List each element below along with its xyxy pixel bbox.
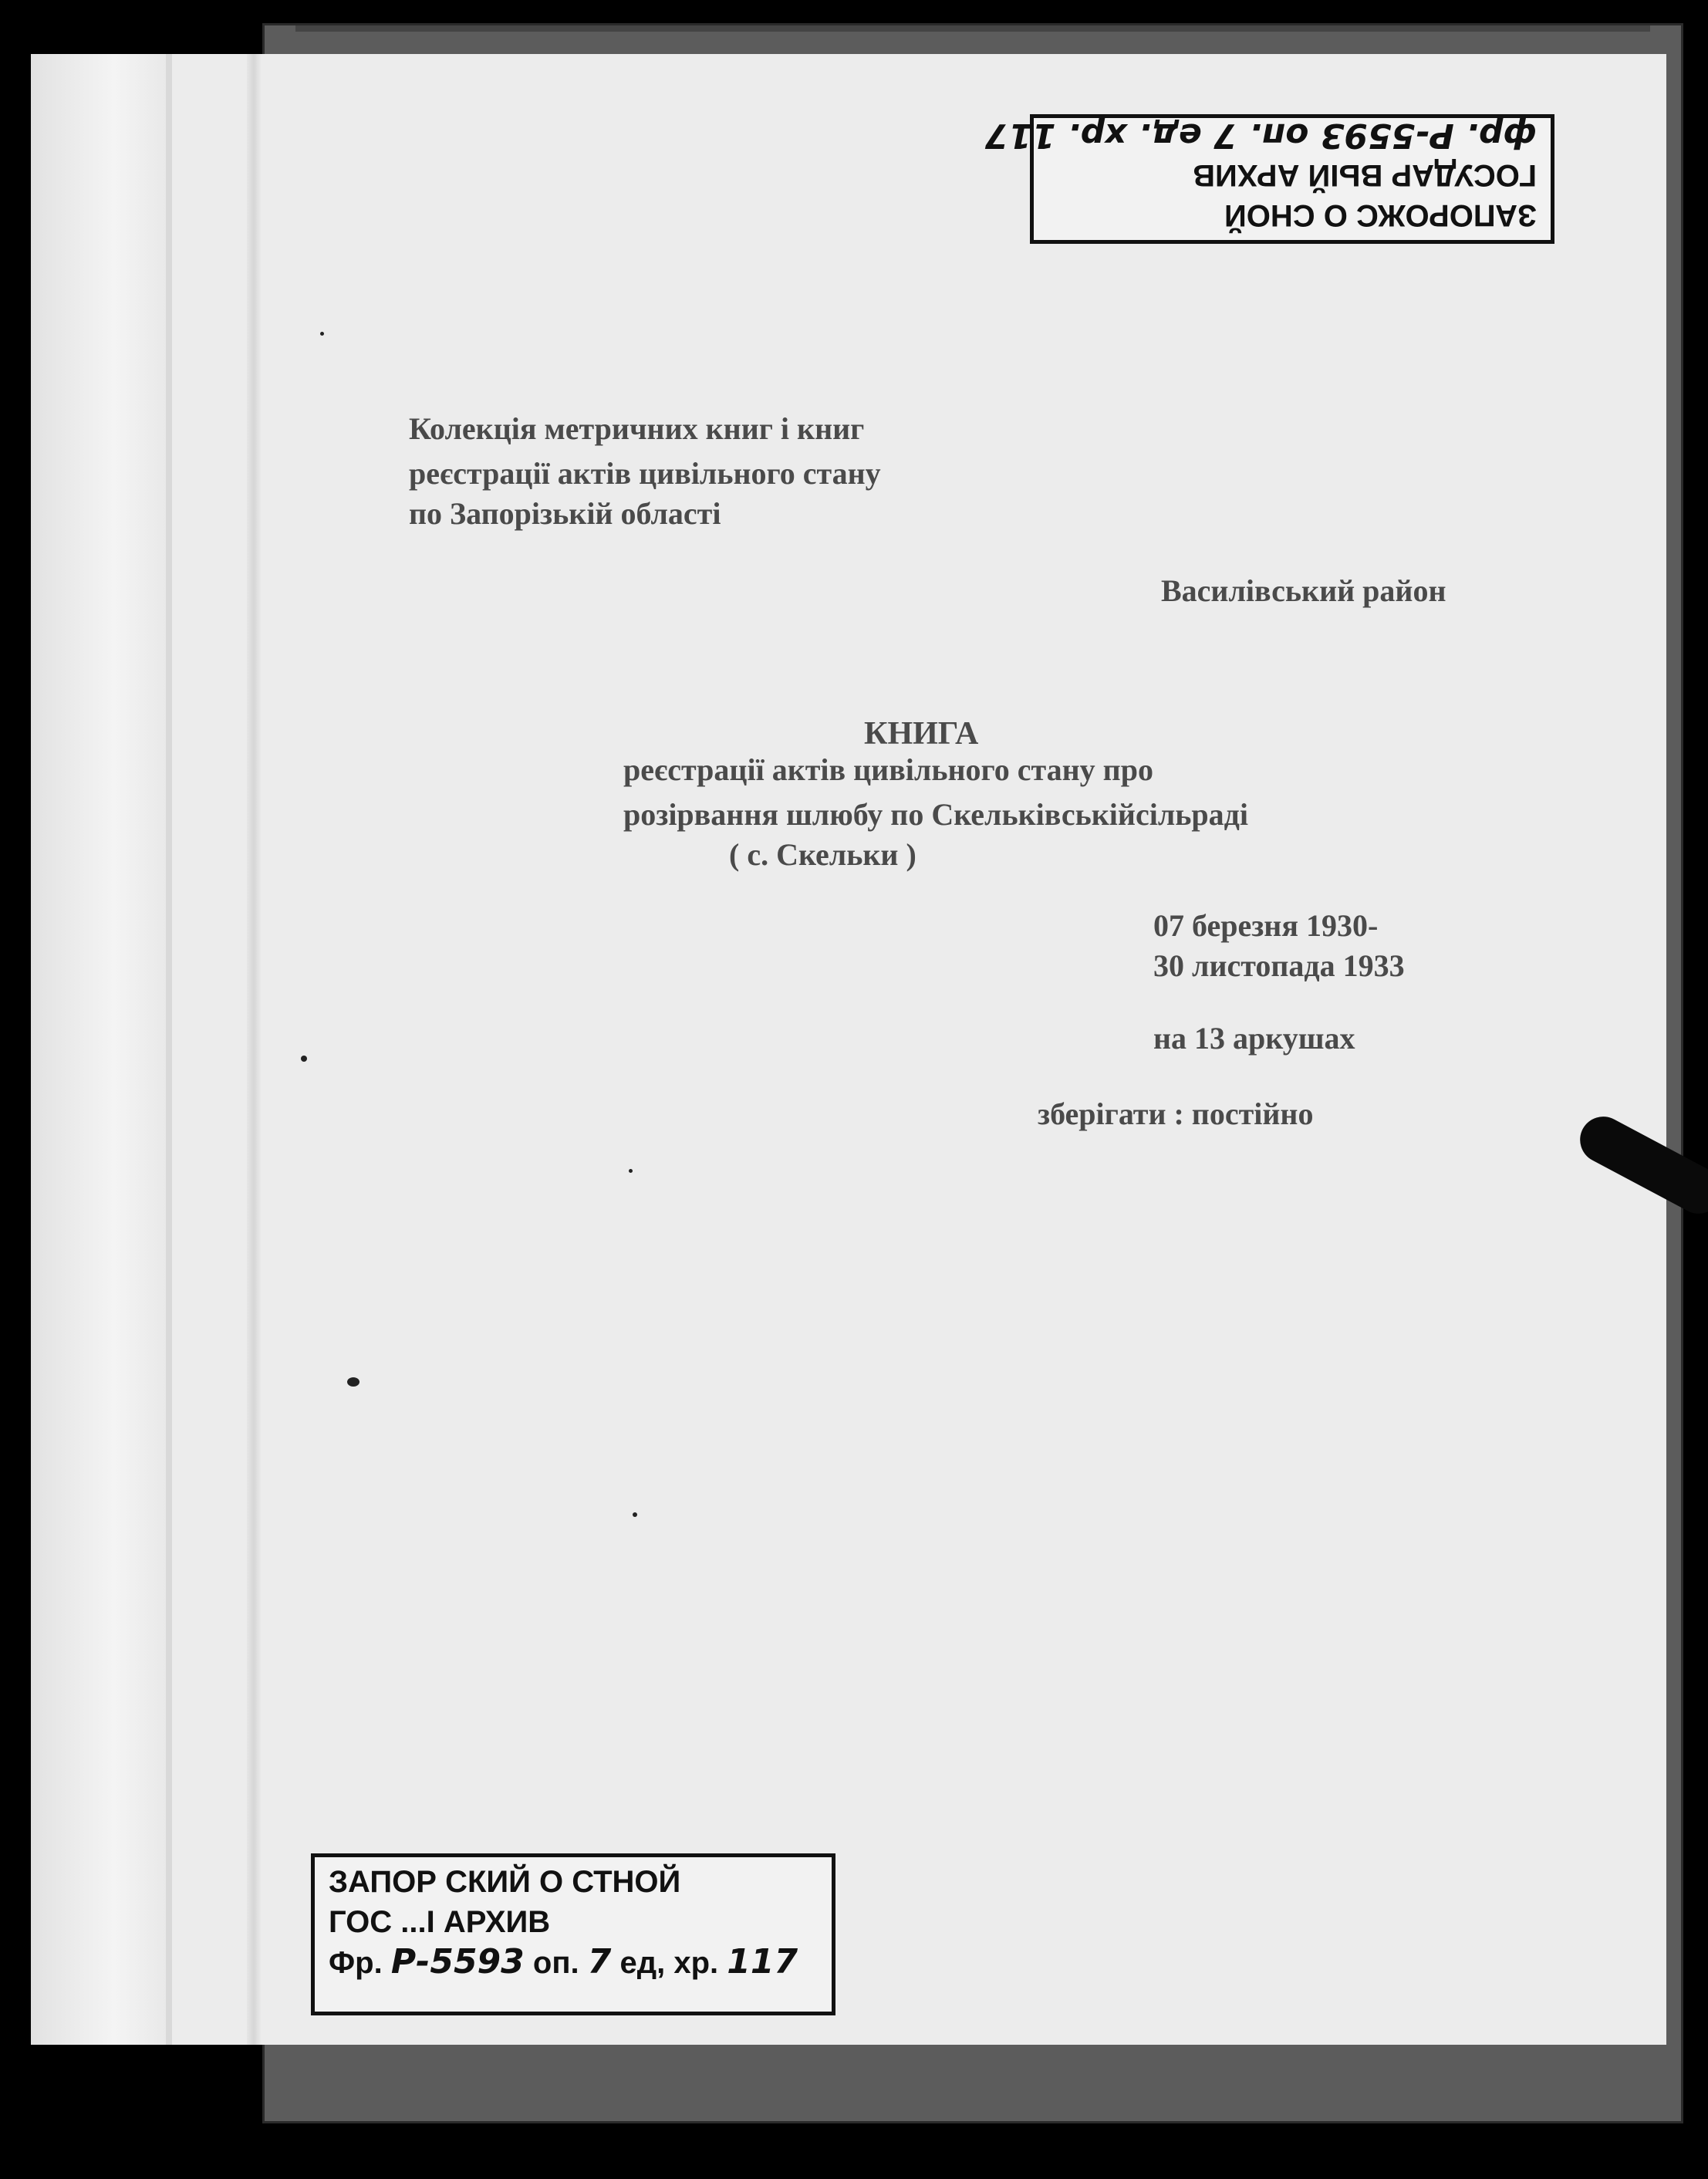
- book-description-line-2: розірвання шлюбу по Скельківськійсільраді: [623, 797, 1249, 832]
- opis-number: 7: [587, 1942, 612, 1981]
- speck: [347, 1377, 359, 1387]
- paper-fold-line: [247, 54, 261, 2045]
- speck: [301, 1056, 307, 1062]
- item-label: ед, хр.: [619, 1946, 719, 1980]
- speck: [320, 332, 324, 336]
- book-description-line-1: реєстрації актів цивільного стану про: [623, 752, 1153, 787]
- date-end: 30 листопада 1933: [1153, 948, 1405, 983]
- stamp-bottom-line1: ЗАПОР СКИЙ О СТНОЙ: [329, 1865, 681, 1899]
- district-name: Василівський район: [1161, 573, 1446, 608]
- fond-number: Р-5593: [390, 1942, 525, 1981]
- fond-label: Фр.: [329, 1946, 383, 1980]
- retention-period: зберігати : постійно: [1038, 1096, 1314, 1131]
- archive-stamp-top: [984, 114, 1554, 244]
- document-page: [31, 54, 1666, 2045]
- collection-line-3: по Запорізькій області: [409, 496, 721, 531]
- stamp-bottom-line2: ГОС ...І АРХИВ: [329, 1905, 551, 1939]
- paper-margin-strip: [31, 54, 171, 2045]
- stamp-top-line1: ЗАПОРОЖС О СНОЙ: [1224, 198, 1537, 232]
- stamp-bottom-line3: [329, 1942, 818, 1983]
- archive-stamp-bottom: [311, 1853, 835, 2015]
- opis-label: оп.: [532, 1946, 579, 1980]
- book-title: КНИГА: [864, 716, 979, 752]
- collection-line-1: Колекція метричних книг і книг: [409, 411, 865, 446]
- collection-line-2: реєстрації актів цивільного стану: [409, 456, 881, 491]
- book-description-line-3: ( с. Скельки ): [729, 837, 916, 872]
- date-start: 07 березня 1930-: [1153, 908, 1379, 943]
- item-number: 117: [727, 1942, 798, 1981]
- speck: [633, 1512, 637, 1517]
- paper-fold: [166, 54, 172, 2045]
- sheet-count: на 13 аркушах: [1153, 1021, 1355, 1056]
- stamp-top-line3: фр. Р-5593 оп. 7 ед. хр. 117: [984, 116, 1537, 155]
- speck: [629, 1169, 633, 1173]
- stamp-top-line2: ГОСУДАР ВЫЙ АРХИВ: [1193, 158, 1537, 192]
